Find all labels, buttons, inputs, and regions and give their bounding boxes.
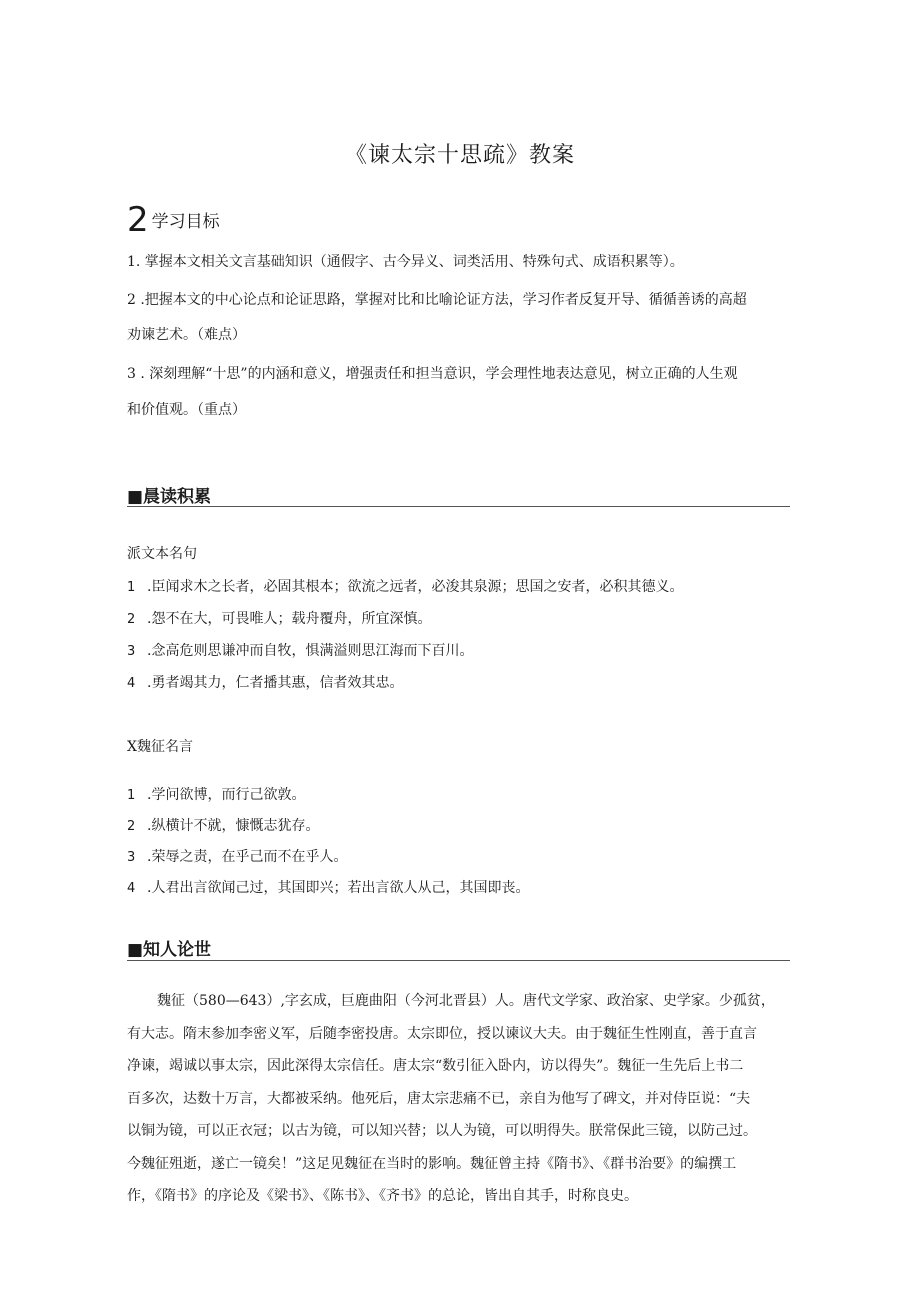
quote-number: 1 (127, 788, 136, 803)
quote-number: 2 (127, 819, 136, 834)
quote-number: 4 (127, 676, 136, 691)
quote-text: .人君出言欲闻己过，其国即兴；若出言欲人从己，其国即丧。 (147, 880, 530, 896)
section-heading-bio: ■知人论世 (127, 940, 212, 960)
bio-line: 今魏征殂逝，遂亡一镜矣！”这足见魏征在当时的影响。魏征曾主持《隋书》、《群书治要》的编撰工 (127, 1155, 737, 1172)
quote-number: 1 (127, 580, 136, 595)
quote-number: 3 (127, 850, 136, 865)
subheading-weizheng-quotes: X魏征名言 (127, 739, 193, 755)
quote-text: .怨不在大，可畏唯人；载舟覆舟，所宜深慎。 (147, 611, 432, 627)
goals-heading-text: 学习目标 (151, 212, 220, 232)
quote-item (127, 785, 305, 806)
quote-text: .学问欲博，而行己欲敦。 (147, 787, 306, 803)
bio-line: 有大志。隋末参加李密义军，后随李密投唐。太宗即位，授以谏议大夫。由于魏征生性刚直，善于直言 (127, 1025, 757, 1042)
quote-number: 3 (127, 644, 136, 659)
page-title: 《谏太宗十思疏》教案 (344, 143, 575, 168)
quote-item (127, 673, 403, 694)
section-heading-morning: ■晨读积累 (127, 487, 212, 507)
goal-item-3: 3 . 深刻理解“十思”的内涵和意义，增强责任和担当意识，学会理性地表达意见，树立正确的人生观 (127, 366, 738, 382)
quote-text: .勇者竭其力，仁者播其惠，信者效其忠。 (147, 675, 404, 691)
bio-line: 魏征（580—643）,字玄成，巨鹿曲阳（今河北晋县）人。唐代文学家、政治家、史学家。少孤贫， (157, 993, 775, 1009)
quote-number: 4 (127, 881, 136, 896)
quote-text: .纵横计不就，慷慨志犹存。 (147, 818, 320, 834)
biography-paragraph (127, 985, 790, 1213)
quote-text: .臣闻求木之长者，必固其根本；欲流之远者，必浚其泉源；思国之安者，必积其德义。 (147, 579, 684, 595)
quote-item (127, 878, 529, 899)
quote-item (127, 816, 319, 837)
goals-heading (127, 200, 220, 240)
goals-number: 2 (127, 200, 149, 240)
quote-item (127, 609, 431, 630)
goal-item-2-cont: 劝谏艺术。（难点） (127, 327, 246, 343)
subheading-text-quotes: 派文本名句 (127, 546, 197, 562)
bio-line: 以铜为镜，可以正衣冠；以古为镜，可以知兴替；以人为镜，可以明得失。朕常保此三镜，以防己过。 (127, 1123, 757, 1139)
goal-item-1: 1. 掌握本文相关文言基础知识（通假字、古今异义、词类活用、特殊句式、成语积累等）。 (127, 254, 684, 270)
quote-number: 2 (127, 612, 136, 627)
quote-item (127, 641, 473, 662)
quote-item (127, 847, 347, 868)
goal-item-3-cont: 和价值观。（重点） (127, 402, 246, 418)
quote-text: .念高危则思谦冲而自牧，惧满溢则思江海而下百川。 (147, 643, 474, 659)
section-divider (127, 960, 790, 961)
section-divider (127, 506, 790, 507)
bio-line: 百多次，达数十万言，大都被采纳。他死后，唐太宗悲痛不已，亲自为他写了碑文，并对侍臣说：“夫 (127, 1090, 751, 1107)
quote-item (127, 577, 683, 598)
bio-line: 作，《隋书》的序论及《梁书》、《陈书》、《齐书》的总论，皆出自其手，时称良史。 (127, 1188, 638, 1204)
bio-line: 净谏，竭诚以事太宗，因此深得太宗信任。唐太宗“数引征入卧内，访以得失”。魏征一生先后上书二 (127, 1058, 744, 1074)
quote-text: .荣辱之责，在乎己而不在乎人。 (147, 849, 348, 865)
goal-item-2: 2 .把握本文的中心论点和论证思路，掌握对比和比喻论证方法，学习作者反复开导、循循善诱的高超 (127, 292, 747, 308)
